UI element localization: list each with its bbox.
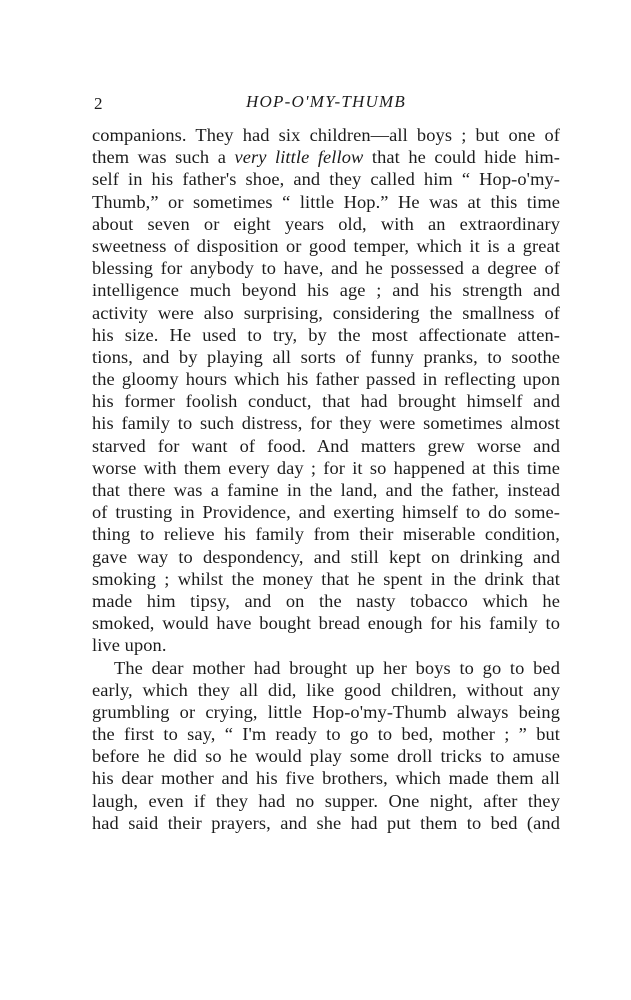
text-line: [92, 146, 560, 168]
text-line: his former foolish conduct, that had brought himself and: [92, 391, 560, 412]
text-line: made him tipsy, and on the nasty tobacco which he: [92, 590, 560, 611]
text-line: smoked, would have bought bread enough for his family to: [92, 613, 560, 634]
text-line: activity were also surprising, considering the smallness of: [92, 302, 560, 323]
running-title: HOP-O'MY-THUMB: [246, 92, 406, 111]
text-line: about seven or eight years old, with an extraordinary: [92, 213, 560, 234]
text-line: gave way to despondency, and still kept on drinking and: [92, 546, 560, 567]
text-line: companions. They had six children—all boys ; but one of: [92, 125, 560, 145]
text-line: of trusting in Providence, and exerting himself to do some-: [92, 502, 560, 523]
text-line: worse with them every day ; for it so happened at this time: [92, 457, 560, 478]
page-number: 2: [94, 94, 103, 113]
text-line: the first to say, “ I'm ready to go to bed, mother ; ” but: [92, 724, 560, 745]
text-line: grumbling or crying, little Hop-o'my-Thumb always being: [92, 701, 560, 722]
text-line: starved for want of food. And matters grew worse and: [92, 435, 560, 456]
paragraph-1: [92, 124, 560, 657]
text-line: The dear mother had brought up her boys to go to bed: [114, 657, 560, 678]
text-line-end: that he could hide him-: [363, 147, 560, 168]
text-line: self in his father's shoe, and they called him “ Hop-o'my-: [92, 169, 560, 190]
italic-phrase: very little fellow: [234, 147, 364, 168]
text-line: thing to relieve his family from their miserable condition,: [92, 524, 560, 545]
text-line: smoking ; whilst the money that he spent in the drink that: [92, 568, 560, 589]
text-line: live upon.: [92, 635, 167, 656]
text-line: had said their prayers, and she had put them to bed (and: [92, 812, 560, 833]
paragraph-2: [92, 657, 560, 835]
text-line: early, which they all did, like good children, without any: [92, 679, 560, 700]
text-line: the gloomy hours which his father passed in reflecting upon: [92, 369, 560, 390]
text-line: that there was a famine in the land, and the father, instead: [92, 480, 560, 500]
text-line: his family to such distress, for they were sometimes almost: [92, 413, 560, 434]
text-line-start: them was such a: [92, 147, 235, 168]
page-header: [92, 92, 560, 116]
text-line: Thumb,” or sometimes “ little Hop.” He was at this time: [92, 191, 560, 212]
text-line: his size. He used to try, by the most affectionate atten-: [92, 324, 560, 345]
text-line: before he did so he would play some droll tricks to amuse: [92, 746, 560, 767]
text-line: tions, and by playing all sorts of funny pranks, to soothe: [92, 346, 560, 367]
text-line: laugh, even if they had no supper. One night, after they: [92, 790, 560, 811]
text-line: blessing for anybody to have, and he possessed a degree of: [92, 258, 560, 279]
text-line: sweetness of disposition or good temper, which it is a great: [92, 235, 560, 256]
text-line: his dear mother and his five brothers, which made them all: [92, 768, 560, 789]
body-text: [92, 124, 560, 834]
text-line: intelligence much beyond his age ; and his strength and: [92, 280, 560, 301]
